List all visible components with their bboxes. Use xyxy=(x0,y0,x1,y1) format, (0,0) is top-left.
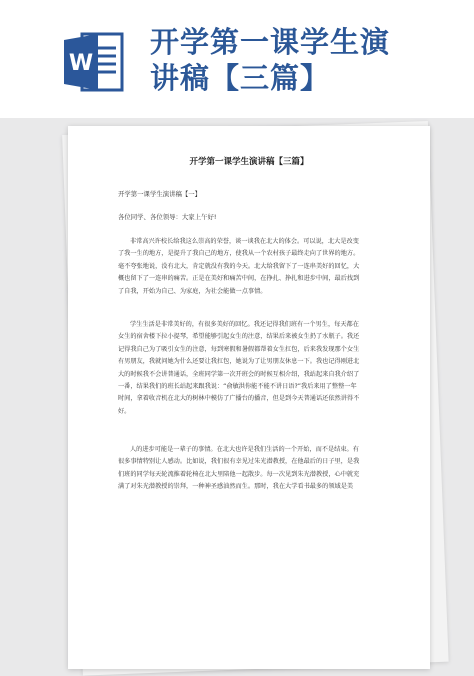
paragraph-3 xyxy=(118,444,388,494)
document-greeting: 各位同学、各位领导：大家上午好! xyxy=(118,213,217,221)
document-page xyxy=(68,126,430,669)
word-icon-letter: W xyxy=(68,51,94,76)
document-subtitle: 开学第一课学生演讲稿【一】 xyxy=(118,190,202,198)
paragraph-line: 女生的宿舍楼下拉小提琴，希望能够引起女生的注意，结果后来被女生扔了水瓶子。我还 xyxy=(118,333,360,341)
paragraph-line: 毫不夸张地说，没有北大，肯定就没有我的今天。北大给我留下了一连串美好的回忆，大 xyxy=(118,262,360,270)
page-title-line2: 讲稿【三篇】 xyxy=(150,61,331,95)
paragraph-line: 记得我自己为了吸引女生的注意，每到寒假和暑假都帮着女生扛包，后来我发现那个女生 xyxy=(118,345,360,353)
paragraph-line: 很多事情特别让人感动。比如说，我们很有幸见过朱光潜教授，在他最后的日子里，是我 xyxy=(118,458,360,466)
paragraph-line: 概也留下了一连串的痛苦。正是在美好和痛苦中间，在挣扎、挣扎和进步中间，最后找到 xyxy=(118,275,360,283)
word-document-icon xyxy=(62,30,126,94)
document-title: 开学第一课学生演讲稿【三篇】 xyxy=(189,157,309,167)
paragraph-line: 有男朋友，我就问她为什么还要让我扛包，她说为了让男朋友休息一下。我也记得刚进北 xyxy=(118,358,360,366)
paragraph-line: 大的时候我不会讲普通话，全班同学第一次开班会的时候互相介绍，我站起来自我介绍了 xyxy=(118,370,360,378)
paragraph-line: 学生生活是非常美好的，有很多美好的回忆。我还记得我们班有一个男生，每天都在 xyxy=(130,321,359,328)
paragraph-line: 满了对朱光潜教授的崇拜，一种神圣感油然而生。那时，我在大学看书最多的领域是美 xyxy=(118,483,354,491)
paragraph-line: 一番，结果我们的班长站起来跟我说：“俞敏洪你能不能不讲日语?”我后来用了整整一年 xyxy=(118,382,357,390)
page-title-line1: 开学第一课学生演 xyxy=(150,25,391,59)
paragraph-line: 人的进步可能是一辈子的事情。在北大也许是我们生活的一个开始，而不是结束。有 xyxy=(130,446,359,453)
paragraph-2 xyxy=(118,319,388,418)
paragraph-line: 非常高兴许校长给我这么崇高的荣誉，谈一谈我在北大的体会。可以说，北大是改变 xyxy=(130,238,359,245)
paragraph-line: 好。 xyxy=(118,407,131,415)
paragraph-line: 了我一生的地方，是提升了我自己的地方，使我从一个农村孩子最终走向了世界的地方。 xyxy=(118,250,360,258)
paragraph-line: 时间，拿着收音机在北大的树林中模仿了广播台的播音，但是到今天普通话还依然讲得不 xyxy=(118,395,360,403)
paragraph-line: 们班的同学每天轮流推着轮椅在北大里陪他一起散步。每一次见到朱光潜教授，心中就充 xyxy=(118,470,360,478)
header-banner xyxy=(0,0,474,118)
paragraph-line: 了自我，开始为自己、为家庭，为社会能做一点事情。 xyxy=(118,287,267,295)
page-title xyxy=(150,24,460,96)
paragraph-1 xyxy=(118,236,388,298)
